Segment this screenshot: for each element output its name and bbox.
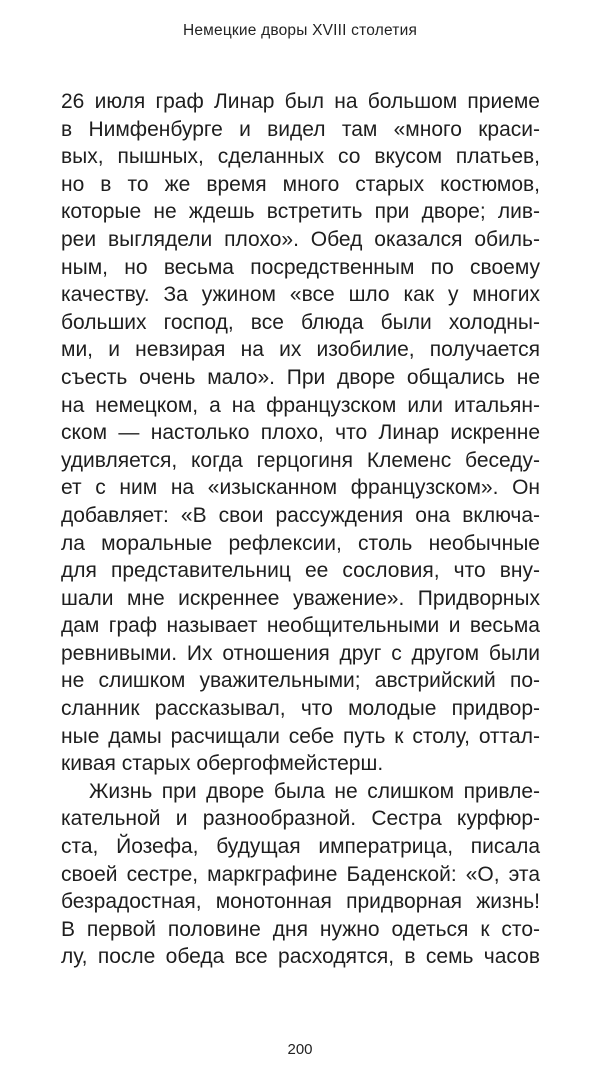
- body-text: [61, 88, 540, 971]
- text-line: ми, и невзирая на их изобилие, получается: [61, 338, 540, 362]
- text-line: ные дамы расчищали себе путь к столу, оттал-: [61, 724, 540, 748]
- text-line: ревнивыми. Их отношения друг с другом были: [61, 641, 540, 665]
- text-line: добавляет: «В свои рассуждения она включа-: [61, 503, 540, 527]
- text-line: не слишком уважительными; австрийский по-: [61, 669, 540, 693]
- text-line: ным, но весьма посредственным по своему: [61, 255, 540, 279]
- text-line: сланник рассказывал, что молодые придвор-: [61, 697, 540, 721]
- text-line: 26 июля граф Линар был на большом приеме: [61, 90, 540, 113]
- text-line: которые не ждешь встретить при дворе; лив-: [61, 200, 540, 224]
- text-line: вых, пышных, сделанных со вкусом платьев,: [61, 145, 540, 169]
- text-line: качеству. За ужином «все шло как у многих: [61, 283, 540, 307]
- text-line: шали мне искреннее уважение». Придворных: [61, 586, 540, 610]
- text-line: на немецком, а на французском или итальян-: [61, 393, 540, 417]
- text-line: ста, Йозефа, будущая императрица, писала: [61, 835, 540, 859]
- text-line: лу, после обеда все расходятся, в семь часов: [61, 945, 540, 969]
- text-line: в Нимфенбурге и видел там «много краси-: [61, 117, 540, 141]
- text-line: съесть очень мало». При дворе общались не: [61, 365, 540, 389]
- text-line: реи выглядели плохо». Обед оказался обиль-: [61, 227, 540, 251]
- text-line: для представительниц ее сословия, что вну-: [61, 559, 540, 583]
- text-line: В первой половине дня нужно одеться к сто-: [61, 917, 540, 941]
- text-line: ет с ним на «изысканном французском». Он: [61, 476, 540, 500]
- text-line: кивая старых обергофмейстерш.: [61, 752, 384, 776]
- text-line: дам граф называет необщительными и весьма: [61, 614, 540, 638]
- text-line: удивляется, когда герцогиня Клеменс беседу-: [61, 448, 540, 472]
- text-line: безрадостная, монотонная придворная жизнь!: [61, 890, 540, 914]
- text-line: Жизнь при дворе была не слишком привле-: [89, 779, 540, 803]
- text-line: кательной и разнообразной. Сестра курфюр-: [61, 807, 540, 831]
- text-line: ла моральные рефлексии, столь необычные: [61, 531, 540, 555]
- text-line: но в то же время много старых костюмов,: [61, 172, 540, 196]
- text-line: своей сестре, маркграфине Баденской: «О, эта: [61, 862, 540, 886]
- page-number: 200: [287, 1041, 313, 1058]
- text-line: больших господ, все блюда были холодны-: [61, 310, 540, 334]
- text-line: ском — настолько плохо, что Линар искренне: [61, 421, 540, 445]
- running-head: Немецкие дворы XVIII столетия: [182, 22, 418, 39]
